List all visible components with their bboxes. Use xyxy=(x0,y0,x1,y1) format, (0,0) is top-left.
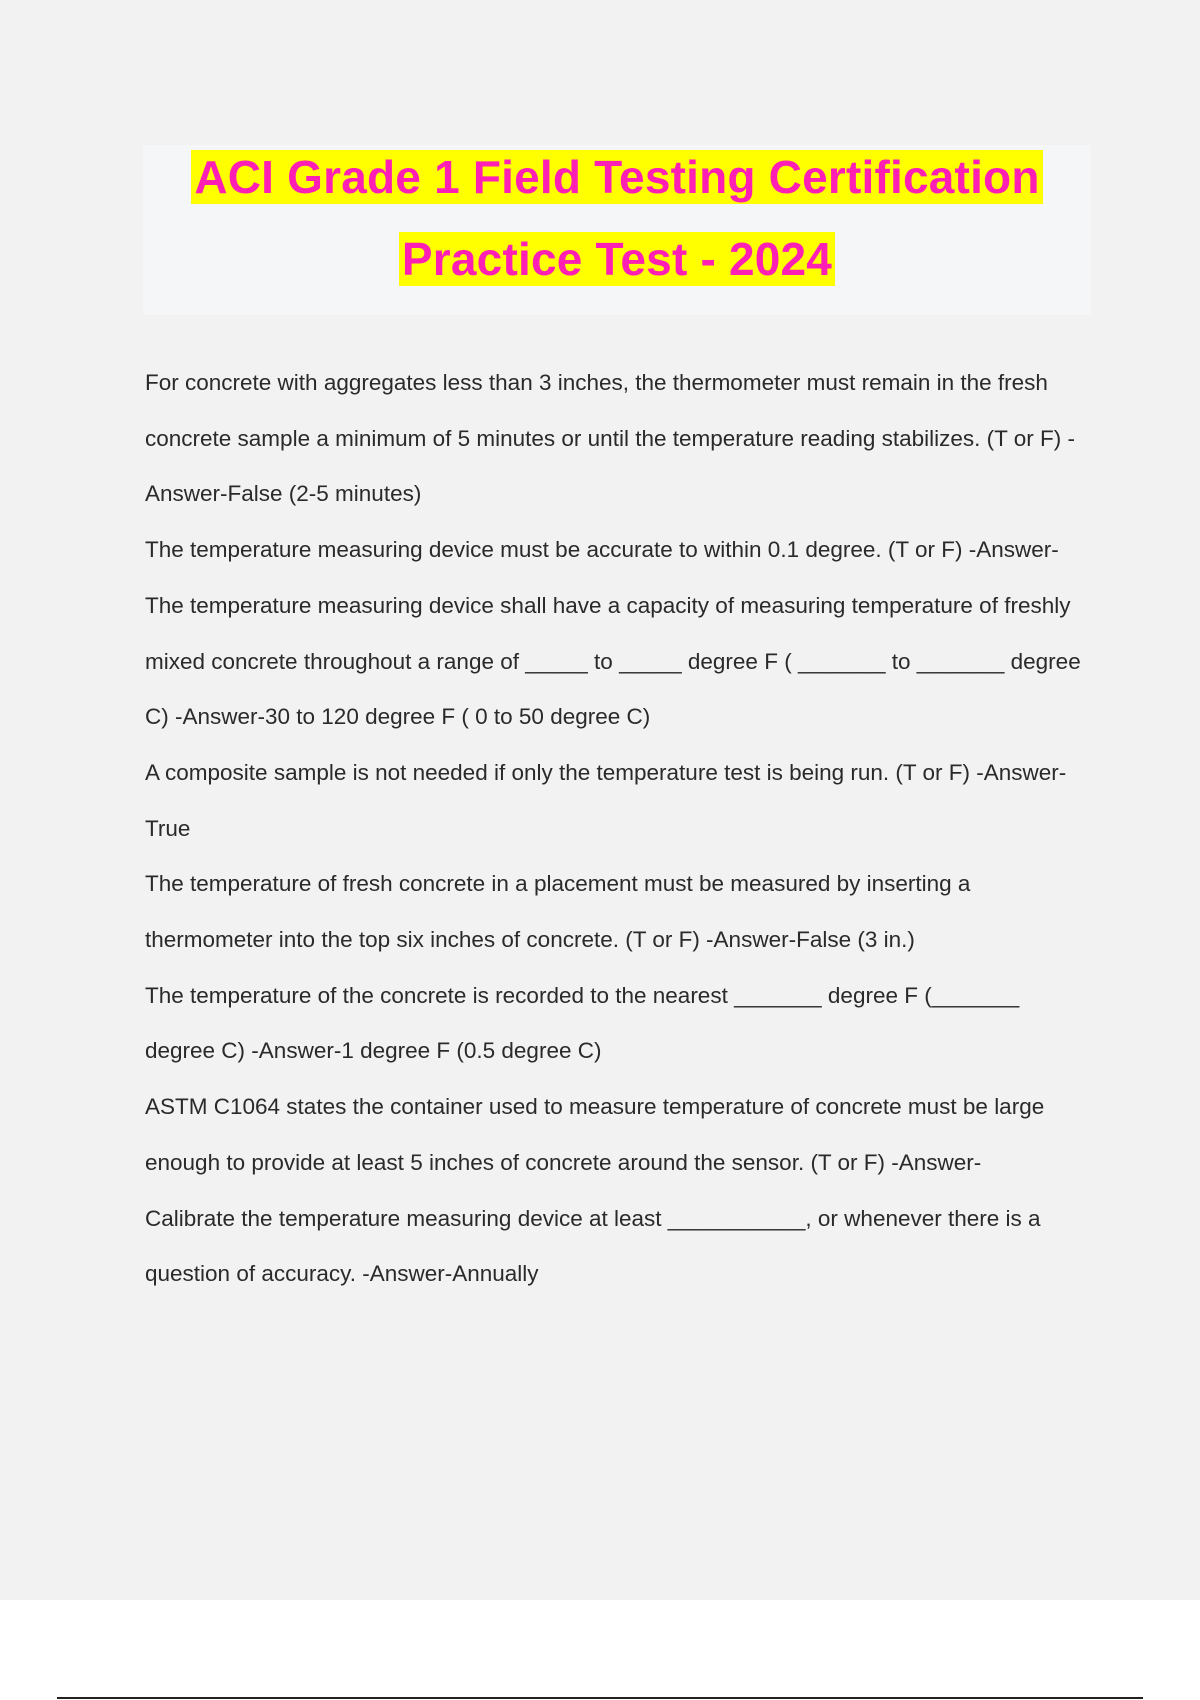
qa-item-2: The temperature measuring device must be accurate to within 0.1 degree. (T or F) -Answer- xyxy=(145,537,1059,563)
document-title-line-1: ACI Grade 1 Field Testing Certification xyxy=(191,150,1042,204)
footer-rule-divider xyxy=(57,1697,1143,1699)
qa-item-7: ASTM C1064 states the container used to measure temperature of concrete must be large enough to provide at least 5 inches of concrete around the sensor. (T or F) -Answer- xyxy=(145,1094,1045,1175)
qa-item-6: The temperature of the concrete is recorded to the nearest _______ degree F (_______ degree C) -Answer-1 degree F (0.5 degree C) xyxy=(145,982,1020,1064)
qa-item-5: The temperature of fresh concrete in a placement must be measured by inserting a thermometer into the top six inches of concrete. (T or F) -Answer-False (3 in.) xyxy=(145,871,971,953)
qa-item-3: The temperature measuring device shall have a capacity of measuring temperature of freshly mixed concrete throughout a range of _____ to _____ degree F ( _______ to _______ degree C) -Answer-30 to 120 degree F ( 0 to 50 degree C) xyxy=(145,592,1081,730)
qa-item-4: A composite sample is not needed if only the temperature test is being run. (T or F) -Answer-True xyxy=(145,759,1067,841)
document-title-line-2: Practice Test - 2024 xyxy=(399,232,835,286)
title-box xyxy=(143,145,1091,315)
qa-list xyxy=(145,355,1090,1302)
qa-item-8: Calibrate the temperature measuring device at least ___________, or whenever there is a question of accuracy. -Answer-Annually xyxy=(145,1205,1041,1287)
qa-item-1: For concrete with aggregates less than 3 inches, the thermometer must remain in the fresh concrete sample a minimum of 5 minutes or until the temperature reading stabilizes. (T or F) -Answer-False (2-5 minutes) xyxy=(145,370,1075,507)
